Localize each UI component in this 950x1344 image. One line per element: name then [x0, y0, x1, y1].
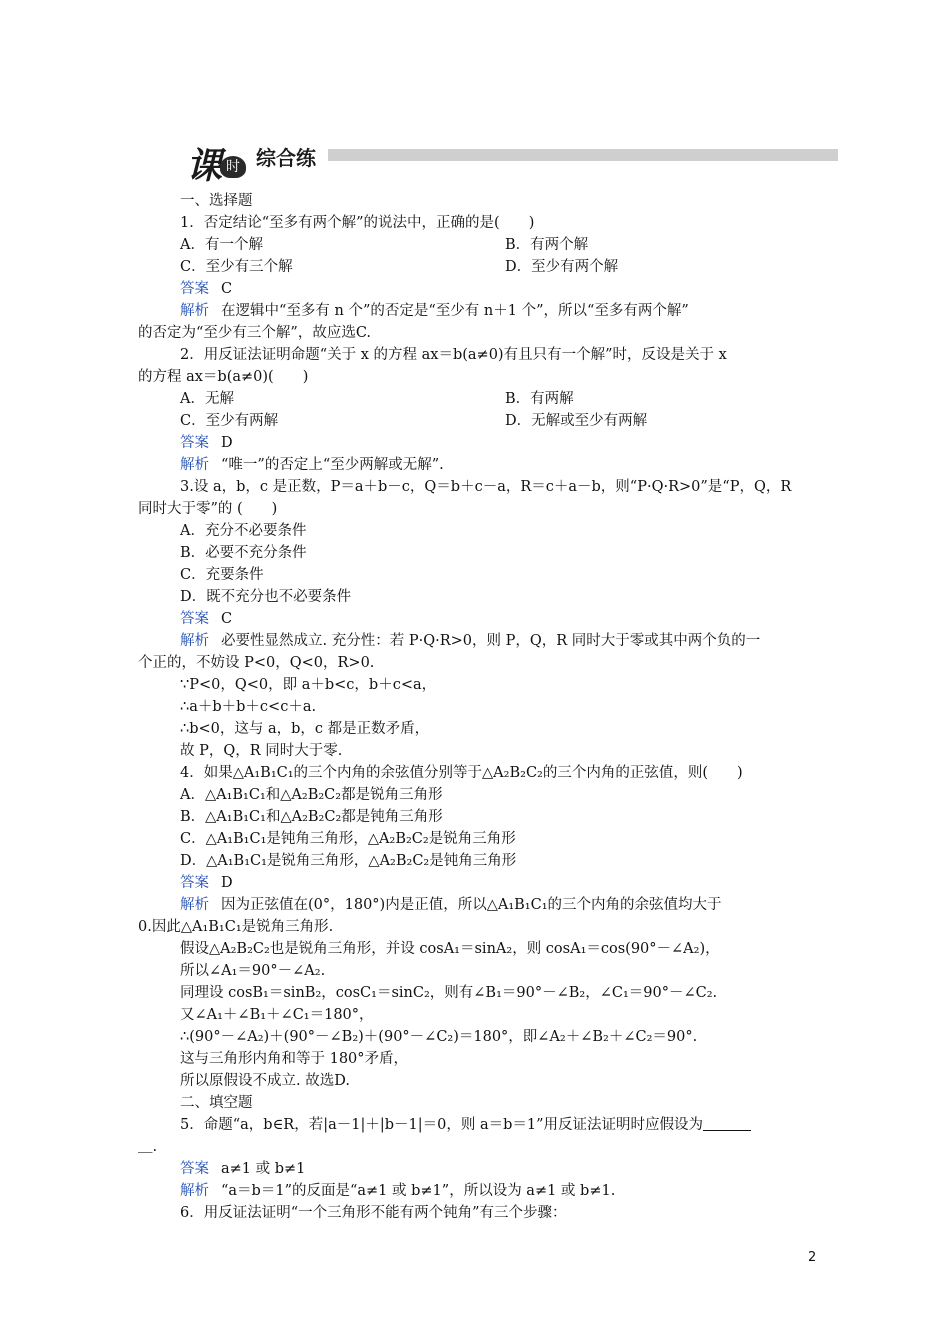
proof-line: 又∠A₁＋∠B₁＋∠C₁＝180°， — [180, 1007, 374, 1023]
answer-label: 答案 — [180, 281, 209, 297]
banner-title: 综合练 — [256, 146, 316, 170]
answer-label: 答案 — [180, 435, 209, 451]
question-3-analysis — [138, 630, 818, 652]
analysis-text: “a＝b＝1”的反面是“a≠1 或 b≠1”，所以设为 a≠1 或 b≠1. — [221, 1183, 616, 1199]
question-2-answer — [138, 432, 818, 454]
question-2-stem-cont: 的方程 ax＝b(a≠0)( ) — [138, 369, 309, 385]
banner-bar — [328, 149, 838, 161]
section-banner — [180, 128, 840, 187]
option-a: A．有一个解 — [180, 237, 263, 253]
option-b: B．有两个解 — [505, 237, 589, 253]
analysis-label: 解析 — [180, 457, 209, 473]
analysis-text: “唯一”的否定上“至少两解或无解”. — [221, 457, 444, 473]
option-d: D．既不充分也不必要条件 — [180, 589, 352, 605]
question-2-analysis — [138, 454, 818, 476]
question-3-stem: 3.设 a，b，c 是正数，P＝a＋b－c，Q＝b＋c－a，R＝c＋a－b，则“P·Q·R>0”是“P，Q，R — [180, 479, 792, 495]
question-5-text: 5．命题“a，b∈R，若|a－1|＋|b－1|＝0，则 a＝b＝1”用反证法证明时应假设为 — [180, 1117, 704, 1133]
question-4-answer — [138, 872, 818, 894]
proof-line: 这与三角形内角和等于 180°矛盾， — [180, 1051, 409, 1067]
option-a: A．△A₁B₁C₁和△A₂B₂C₂都是锐角三角形 — [180, 787, 443, 803]
question-1-options-ab — [138, 234, 818, 256]
question-4-analysis — [138, 894, 818, 916]
proof-line: 故 P，Q，R 同时大于零. — [180, 743, 343, 759]
option-b: B．△A₁B₁C₁和△A₂B₂C₂都是钝角三角形 — [180, 809, 443, 825]
question-3-answer — [138, 608, 818, 630]
question-3-stem-cont: 同时大于零”的 ( ) — [138, 501, 278, 517]
option-b: B．有两解 — [505, 391, 574, 407]
answer-value: D — [221, 875, 233, 891]
proof-line: ∴a＋b＋b＋c<c＋a. — [180, 699, 317, 715]
option-c: C．充要条件 — [180, 567, 264, 583]
question-6-stem: 6．用反证法证明“一个三角形不能有两个钝角”有三个步骤： — [180, 1205, 567, 1221]
question-5-answer — [138, 1158, 818, 1180]
proof-line: ∵P<0，Q<0，即 a＋b<c，b＋c<a， — [180, 677, 437, 693]
question-2-options-ab — [138, 388, 818, 410]
analysis-label: 解析 — [180, 303, 209, 319]
page-number: 2 — [808, 1250, 817, 1265]
analysis-label: 解析 — [180, 633, 209, 649]
question-5-analysis — [138, 1180, 818, 1202]
question-2-options-cd — [138, 410, 818, 432]
question-2-stem: 2．用反证法证明命题“关于 x 的方程 ax＝b(a≠0)有且只有一个解”时，反设是关于 x — [180, 347, 727, 363]
question-5-stem-cont: ＿. — [138, 1139, 158, 1155]
answer-value: C — [221, 611, 233, 627]
question-1-stem: 1．否定结论“至多有两个解”的说法中，正确的是( ) — [180, 215, 535, 231]
section-heading: 二、填空题 — [180, 1095, 253, 1111]
proof-line: 所以原假设不成立. 故选D. — [180, 1073, 350, 1089]
proof-line: 同理设 cosB₁＝sinB₂，cosC₁＝sinC₂，则有∠B₁＝90°－∠B₂，∠C₁＝90°－∠C₂. — [180, 985, 718, 1001]
option-c: C．至少有两解 — [180, 413, 279, 429]
analysis-text: 因为正弦值在(0°，180°)内是正值，所以△A₁B₁C₁的三个内角的余弦值均大于 — [221, 897, 722, 913]
analysis-text: 在逻辑中“至多有 n 个”的否定是“至少有 n＋1 个”，所以“至多有两个解” — [221, 303, 689, 319]
question-3-analysis-cont: 个正的，不妨设 P<0，Q<0，R>0. — [138, 655, 375, 671]
answer-value: D — [221, 435, 233, 451]
question-4-analysis-cont: 0.因此△A₁B₁C₁是锐角三角形. — [138, 919, 334, 935]
option-a: A．无解 — [180, 391, 234, 407]
document-body — [138, 190, 818, 1224]
option-c: C．△A₁B₁C₁是钝角三角形，△A₂B₂C₂是锐角三角形 — [180, 831, 516, 847]
proof-line: 假设△A₂B₂C₂也是锐角三角形，并设 cosA₁＝sinA₂，则 cosA₁＝cos(90°－∠A₂)， — [180, 941, 720, 957]
question-5-stem — [138, 1114, 818, 1136]
banner-logo-char: 课 — [186, 145, 221, 187]
option-d: D．无解或至少有两解 — [505, 413, 648, 429]
option-d: D．至少有两个解 — [505, 259, 619, 275]
answer-value: C — [221, 281, 233, 297]
analysis-label: 解析 — [180, 897, 209, 913]
answer-label: 答案 — [180, 1161, 209, 1177]
option-c: C．至少有三个解 — [180, 259, 293, 275]
proof-line: ∴(90°－∠A₂)＋(90°－∠B₂)＋(90°－∠C₂)＝180°，即∠A₂＋∠B₂＋∠C₂＝90°. — [180, 1029, 698, 1045]
option-b: B．必要不充分条件 — [180, 545, 307, 561]
question-1-options-cd — [138, 256, 818, 278]
answer-value: a≠1 或 b≠1 — [221, 1161, 306, 1177]
proof-line: ∴b<0，这与 a，b，c 都是正数矛盾， — [180, 721, 430, 737]
answer-label: 答案 — [180, 875, 209, 891]
question-1-analysis — [138, 300, 818, 322]
option-d: D．△A₁B₁C₁是锐角三角形，△A₂B₂C₂是钝角三角形 — [180, 853, 517, 869]
section-heading: 一、选择题 — [180, 193, 253, 209]
banner-badge: 时 — [220, 156, 246, 178]
question-1-answer — [138, 278, 818, 300]
question-4-stem: 4．如果△A₁B₁C₁的三个内角的余弦值分别等于△A₂B₂C₂的三个内角的正弦值，则( ) — [180, 765, 743, 781]
option-a: A．充分不必要条件 — [180, 523, 307, 539]
question-1-analysis-cont: 的否定为“至少有三个解”，故应选C. — [138, 325, 372, 341]
answer-blank — [703, 1116, 751, 1131]
answer-label: 答案 — [180, 611, 209, 627]
analysis-text: 必要性显然成立. 充分性：若 P·Q·R>0，则 P，Q，R 同时大于零或其中两个负的一 — [221, 633, 761, 649]
proof-line: 所以∠A₁＝90°－∠A₂. — [180, 963, 326, 979]
analysis-label: 解析 — [180, 1183, 209, 1199]
